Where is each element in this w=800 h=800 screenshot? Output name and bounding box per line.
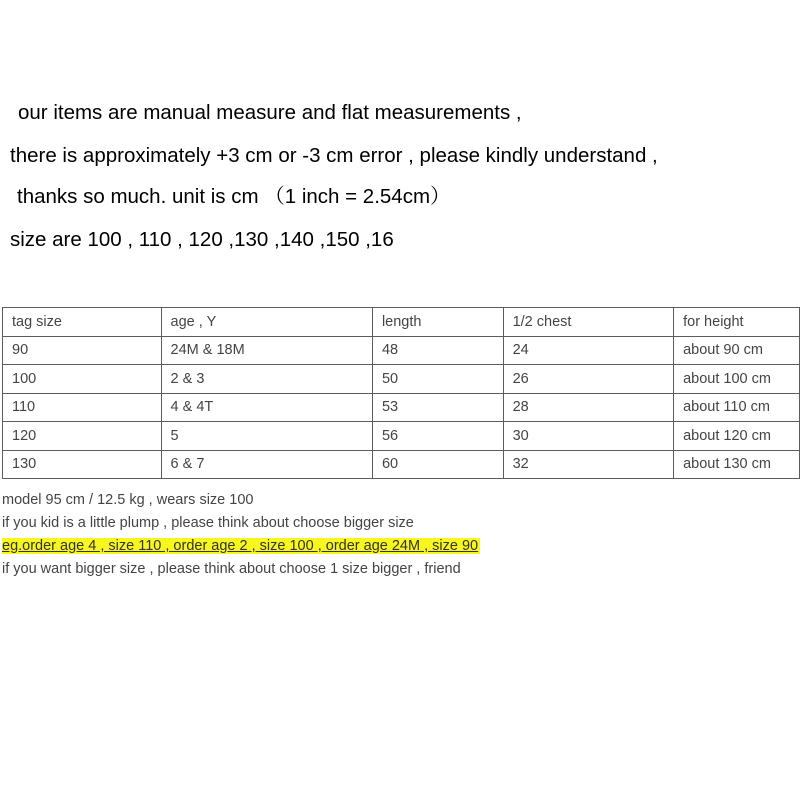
cell-for-height: about 90 cm [674, 336, 800, 365]
size-notes [2, 489, 480, 581]
intro-line-sizes: size are 100 , 110 , 120 ,130 ,140 ,150 ,16 [10, 228, 394, 251]
cell-tag-size: 100 [3, 365, 162, 394]
table-row [3, 365, 800, 394]
cell-half-chest: 28 [503, 393, 674, 422]
cell-tag-size: 90 [3, 336, 162, 365]
header-age: age , Y [161, 308, 372, 337]
cell-for-height: about 110 cm [674, 393, 800, 422]
cell-age: 5 [161, 422, 372, 451]
cell-age: 4 & 4T [161, 393, 372, 422]
intro-line-error: there is approximately +3 cm or -3 cm error , please kindly understand , [10, 144, 658, 167]
table-row [3, 393, 800, 422]
cell-tag-size: 130 [3, 450, 162, 479]
header-tag-size: tag size [3, 308, 162, 337]
cell-length: 53 [372, 393, 503, 422]
cell-for-height: about 100 cm [674, 365, 800, 394]
cell-half-chest: 24 [503, 336, 674, 365]
header-length: length [372, 308, 503, 337]
cell-for-height: about 120 cm [674, 422, 800, 451]
cell-age: 2 & 3 [161, 365, 372, 394]
cell-tag-size: 110 [3, 393, 162, 422]
cell-tag-size: 120 [3, 422, 162, 451]
cell-length: 48 [372, 336, 503, 365]
cell-half-chest: 32 [503, 450, 674, 479]
cell-length: 60 [372, 450, 503, 479]
cell-half-chest: 26 [503, 365, 674, 394]
cell-for-height: about 130 cm [674, 450, 800, 479]
table-row [3, 450, 800, 479]
cell-length: 56 [372, 422, 503, 451]
table-header-row [3, 308, 800, 337]
header-half-chest: 1/2 chest [503, 308, 674, 337]
cell-length: 50 [372, 365, 503, 394]
example-note-highlighted: eg.order age 4 , size 110 , order age 2 , size 100 , order age 24M , size 90 [2, 538, 479, 554]
table-row [3, 422, 800, 451]
header-for-height: for height [674, 308, 800, 337]
intro-line-measurement: our items are manual measure and flat measurements , [18, 101, 522, 124]
plump-note: if you kid is a little plump , please think about choose bigger size [2, 515, 414, 531]
bigger-size-note: if you want bigger size , please think about choose 1 size bigger , friend [2, 561, 461, 577]
table-row [3, 336, 800, 365]
model-note: model 95 cm / 12.5 kg , wears size 100 [2, 492, 254, 508]
cell-half-chest: 30 [503, 422, 674, 451]
cell-age: 24M & 18M [161, 336, 372, 365]
intro-line-unit: thanks so much. unit is cm （1 inch = 2.54cm） [17, 185, 451, 208]
cell-age: 6 & 7 [161, 450, 372, 479]
size-chart-table [2, 307, 800, 479]
